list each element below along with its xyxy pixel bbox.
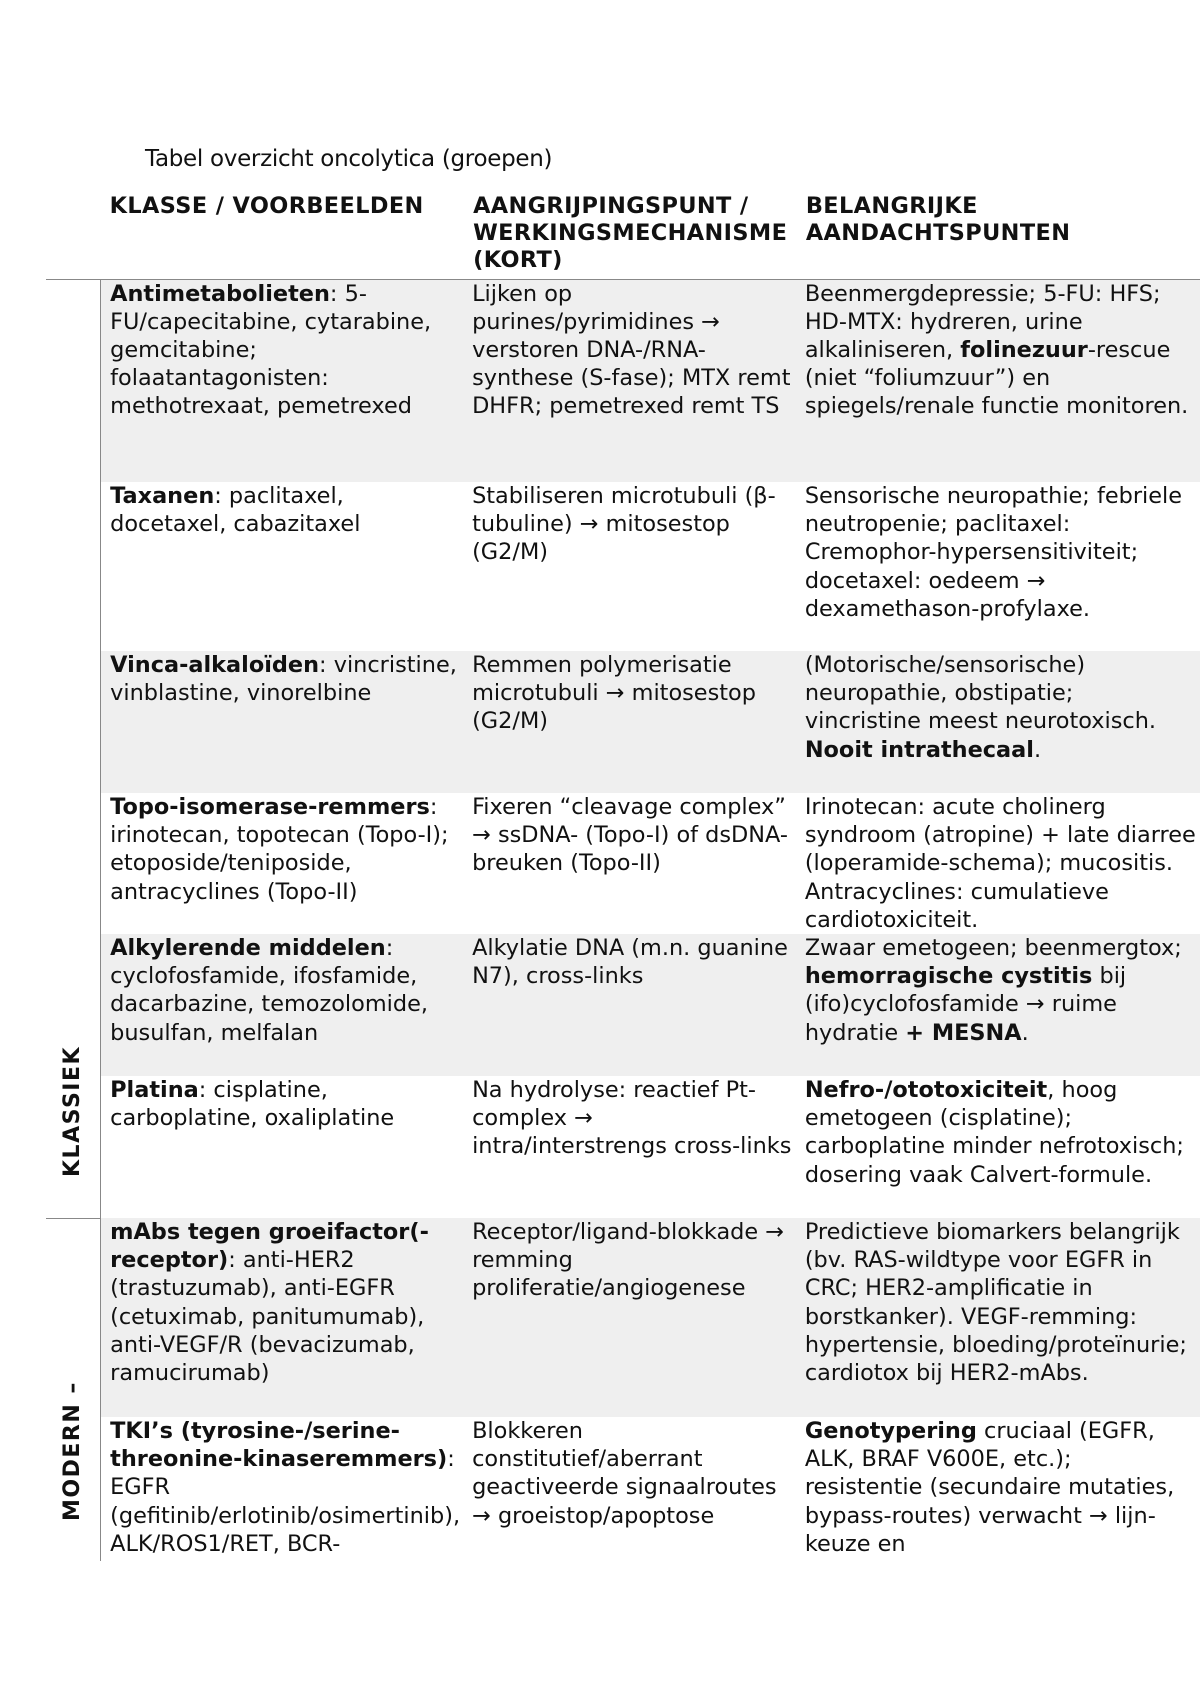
klasse-name: TKI’s (tyrosine-/serine-threonine-kinaseremmers)	[110, 1418, 448, 1473]
table-row	[46, 1076, 1200, 1218]
klasse-examples: : cisplatine, carboplatine, oxaliplatine	[110, 1077, 395, 1132]
cell-mechanisme: Lijken op purines/pyrimidines → verstoren DNA-/RNA-synthese (S-fase); MTX remt DHFR; pemetrexed remt TS	[464, 279, 797, 482]
aandacht-text: Beenmergdepressie; 5-FU: HFS; HD-MTX: hydreren, urine alkaliniseren,	[804, 280, 1161, 363]
klasse-name: Antimetabolieten	[110, 280, 330, 307]
group-cell-modern	[46, 1218, 101, 1561]
aandacht-emphasis: Genotypering	[804, 1418, 977, 1445]
table-header-row	[46, 193, 1200, 279]
klasse-examples: : cyclofosfamide, ifosfamide, dacarbazine, temozolomide, busulfan, melfalan	[110, 935, 428, 1046]
aandacht-text: (Motorische/sensorische) neuropathie, obstipatie; vincristine meest neurotoxisch.	[804, 652, 1156, 735]
aandacht-text: cruciaal (EGFR, ALK, BRAF V600E, etc.); resistentie (secundaire mutaties, bypass-routes) verwacht → lijn-keuze en	[804, 1418, 1175, 1557]
aandacht-emphasis: Nefro-/ototoxiciteit	[804, 1077, 1048, 1104]
table-row	[46, 934, 1200, 1076]
header-mechanisme: AANGRIJPINGSPUNT / WERKINGSMECHANISME (KORT)	[473, 193, 788, 273]
cell-mechanisme: Stabiliseren microtubuli (β-tubuline) → mitosestop (G2/M)	[472, 483, 776, 566]
klasse-examples: : paclitaxel, docetaxel, cabazitaxel	[110, 483, 361, 538]
group-header-cell	[46, 193, 101, 279]
cell-aandacht	[797, 651, 1200, 793]
cell-mechanisme: Receptor/ligand-blokkade → remming proliferatie/angiogenese	[464, 1218, 797, 1417]
table-row	[46, 651, 1200, 793]
document-title: Tabel overzicht oncolytica (groepen)	[145, 146, 553, 172]
cell-klasse	[101, 279, 464, 482]
cell-aandacht	[797, 279, 1200, 482]
aandacht-text: -rescue (niet “foliumzuur”) en spiegels/renale functie monitoren.	[804, 336, 1189, 420]
group-cell-klassiek	[46, 279, 101, 1218]
klasse-name: mAbs tegen groeifactor(-receptor)	[110, 1219, 429, 1274]
cell-klasse	[101, 651, 464, 793]
klasse-examples: : vincristine, vinblastine, vinorelbine	[110, 652, 457, 707]
cell-aandacht	[797, 1076, 1200, 1218]
aandacht-emphasis: hemorragische cystitis	[804, 963, 1093, 990]
cell-klasse	[101, 482, 464, 651]
klasse-examples: : 5-FU/capecitabine, cytarabine, gemcitabine; folaatantagonisten: methotrexaat, pemetrexed	[110, 280, 432, 420]
klasse-name: Alkylerende middelen	[110, 935, 386, 962]
header-klasse: KLASSE / VOORBEELDEN	[109, 193, 424, 219]
cell-klasse	[101, 1417, 464, 1561]
oncolytica-table	[46, 193, 1200, 1561]
cell-klasse	[101, 934, 464, 1076]
cell-mechanisme: Alkylatie DNA (m.n. guanine N7), cross-links	[464, 934, 797, 1076]
aandacht-text: , hoog emetogeen (cisplatine); carboplatine minder nefrotoxisch; dosering vaak Calvert-formule.	[804, 1077, 1184, 1188]
aandacht-text: bij (ifo)cyclofosfamide → ruime hydratie	[804, 963, 1127, 1046]
table-row	[46, 279, 1200, 482]
aandacht-text: Zwaar emetogeen; beenmergtox;	[804, 935, 1182, 962]
header-aandacht: BELANGRIJKE AANDACHTSPUNTEN	[805, 193, 1071, 246]
cell-mechanisme: Fixeren “cleavage complex” → ssDNA- (Topo-I) of dsDNA-breuken (Topo-II)	[472, 794, 788, 877]
klasse-examples: : EGFR (gefitinib/erlotinib/osimertinib), ALK/ROS1/RET, BCR-	[110, 1446, 461, 1557]
cell-klasse	[101, 793, 464, 934]
table-row	[46, 793, 1200, 934]
cell-mechanisme: Blokkeren constitutief/aberrant geactiveerde signaalroutes → groeistop/apoptose	[472, 1418, 777, 1529]
aandacht-text: .	[1033, 736, 1042, 763]
cell-klasse	[101, 1076, 464, 1218]
klasse-name: Platina	[110, 1077, 199, 1104]
klasse-examples: : anti-HER2 (trastuzumab), anti-EGFR (cetuximab, panitumumab), anti-VEGF/R (bevacizumab, ramucirumab)	[110, 1247, 425, 1387]
cell-mechanisme: Na hydrolyse: reactief Pt-complex → intra/interstrengs cross-links	[472, 1077, 792, 1160]
aandacht-emphasis: + MESNA	[905, 1019, 1022, 1046]
table-row	[46, 1417, 1200, 1561]
group-label-klassiek: KLASSIEK	[59, 1046, 85, 1178]
cell-aandacht: Predictieve biomarkers belangrijk (bv. RAS-wildtype voor EGFR in CRC; HER2-amplificatie in borstkanker). VEGF-remming: hypertensie, bloeding/proteïnurie; cardiotox bij HER2-mAbs.	[797, 1218, 1200, 1417]
cell-aandacht	[797, 1417, 1200, 1561]
table-row	[46, 482, 1200, 651]
cell-mechanisme: Remmen polymerisatie microtubuli → mitosestop (G2/M)	[464, 651, 797, 793]
cell-aandacht: Irinotecan: acute cholinerg syndroom (atropine) + late diarree (loperamide-schema); mucositis. Antracyclines: cumulatieve cardiotoxiciteit.	[804, 794, 1196, 933]
klasse-name: Taxanen	[110, 483, 215, 509]
cell-aandacht	[797, 934, 1200, 1076]
cell-klasse	[101, 1218, 464, 1417]
klasse-name: Topo-isomerase-remmers	[110, 794, 430, 820]
table-row	[46, 1218, 1200, 1417]
aandacht-emphasis: Nooit intrathecaal	[804, 736, 1034, 763]
cell-aandacht: Sensorische neuropathie; febriele neutropenie; paclitaxel: Cremophor-hypersensitiviteit; docetaxel: oedeem → dexamethason-profylaxe.	[804, 483, 1183, 622]
klasse-name: Vinca-alkaloïden	[110, 652, 320, 678]
aandacht-text: .	[1021, 1019, 1029, 1046]
aandacht-emphasis: folinezuur	[960, 336, 1088, 363]
klasse-examples: : irinotecan, topotecan (Topo-I); etoposide/teniposide, antracyclines (Topo-II)	[110, 794, 449, 905]
group-label-modern: MODERN –	[59, 1380, 85, 1521]
